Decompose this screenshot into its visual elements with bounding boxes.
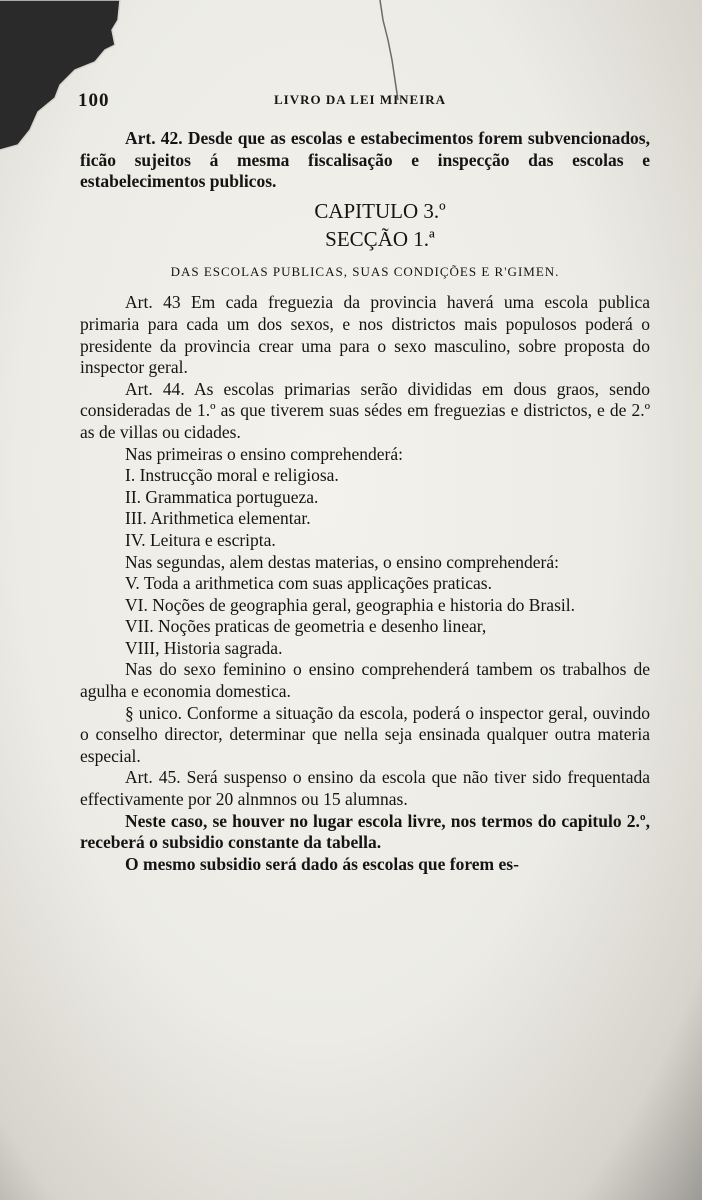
list-item: VI. Noções de geographia geral, geographia e historia do Brasil.	[125, 594, 575, 615]
running-title: LIVRO DA LEI MINEIRA	[274, 92, 447, 107]
list-item: III. Arithmetica elementar.	[125, 508, 311, 529]
list-item: V. Toda a arithmetica com suas applicações praticas.	[125, 573, 492, 594]
neste-caso-paragraph: Neste caso, se houver no lugar escola livre, nos termos do capitulo 2.º, receberá o subsidio constante da tabella.	[80, 810, 650, 853]
article-45: Art. 45. Será suspenso o ensino da escola que não tiver sido frequentada effectivamente por 20 alnmnos ou 15 alumnas.	[80, 767, 650, 810]
list-item: II. Grammatica portugueza.	[125, 486, 319, 507]
article-42: Art. 42. Desde que as escolas e estabecimentos forem subvencionados, ficão sujeitos á mesma fiscalisação e inspecção das escolas e estabelecimentos publicos.	[80, 128, 650, 192]
article-43: Art. 43 Em cada freguezia da provincia haverá uma escola publica primaria para cada um dos sexos, e nos districtos mais populosos poderá o presidente da provincia crear uma para o sexo masculino, sobre proposta do inspector geral.	[80, 292, 650, 378]
list-item: VII. Noções praticas de geometria e desenho linear,	[125, 616, 487, 637]
list-item: I. Instrucção moral e religiosa.	[125, 465, 339, 486]
page-number: 100	[78, 90, 110, 111]
list-item: VIII, Historia sagrada.	[125, 637, 283, 658]
female-schools-paragraph: Nas do sexo feminino o ensino comprehenderá tambem os trabalhos de agulha e economia domestica.	[80, 659, 650, 702]
page-header	[78, 90, 648, 114]
second-grade-intro: Nas segundas, alem destas materias, o ensino comprehenderá:	[125, 551, 559, 572]
article-44: Art. 44. As escolas primarias serão divididas em dous graos, sendo consideradas de 1.º as que tiverem suas sédes em freguezias e districtos, e de 2.º as de villas ou cidades.	[80, 378, 650, 442]
section-heading: SECÇÃO 1.ª	[325, 226, 435, 251]
chapter-heading: CAPITULO 3.º	[314, 198, 446, 223]
sole-paragraph: § unico. Conforme a situação da escola, poderá o inspector geral, ouvindo o conselho director, determinar que nella seja ensinada qualquer outra materia especial.	[80, 702, 650, 766]
o-mesmo-paragraph: O mesmo subsidio será dado ás escolas que forem es-	[125, 853, 519, 874]
first-grade-intro: Nas primeiras o ensino comprehenderá:	[125, 443, 403, 464]
section-title: DAS ESCOLAS PUBLICAS, SUAS CONDIÇÕES E R'GIMEN.	[170, 263, 560, 279]
list-item: IV. Leitura e escripta.	[125, 529, 276, 550]
page-body	[80, 128, 650, 875]
